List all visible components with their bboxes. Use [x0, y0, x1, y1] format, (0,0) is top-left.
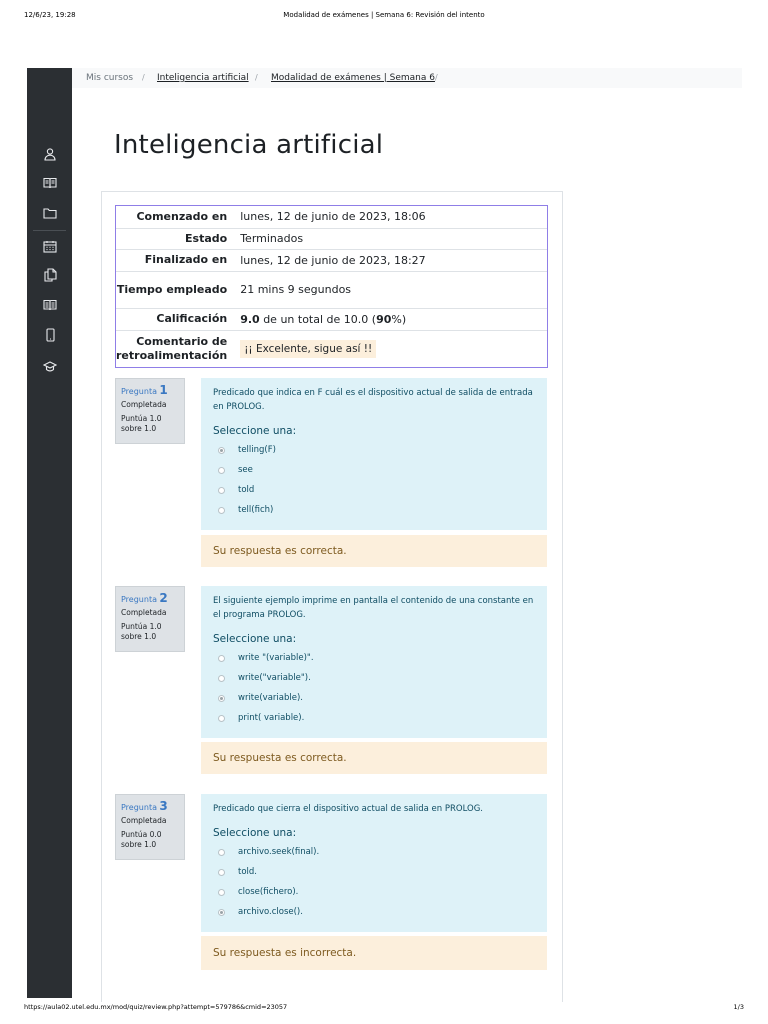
- grade-total: de un total de 10.0 (: [259, 312, 377, 326]
- left-sidebar: [27, 68, 72, 998]
- question-info-2: [115, 586, 185, 652]
- summary-value: [237, 330, 547, 367]
- radio-button[interactable]: [218, 655, 225, 662]
- breadcrumb-separator: /: [142, 73, 145, 82]
- answer-option-text: archivo.close().: [238, 907, 303, 917]
- folder-icon[interactable]: [40, 203, 60, 223]
- grade-value: 9.0: [240, 312, 260, 326]
- summary-label: Comenzado en: [136, 209, 228, 223]
- summary-value: Terminados: [237, 228, 547, 249]
- print-doc-title: Modalidad de exámenes | Semana 6: Revisión del intento: [283, 11, 485, 19]
- breadcrumb-course[interactable]: Inteligencia artificial: [157, 73, 249, 83]
- radio-button[interactable]: [218, 467, 225, 474]
- question-state: Completada: [121, 400, 167, 409]
- answer-option-text: write "(variable)".: [238, 653, 314, 663]
- question-content-2: [201, 586, 547, 738]
- summary-row-state: [116, 228, 547, 249]
- question-score: Puntúa 1.0 sobre 1.0: [121, 622, 162, 641]
- calendar-icon[interactable]: [40, 236, 60, 256]
- answer-option-text: write("variable").: [238, 673, 311, 683]
- breadcrumb-separator: /: [255, 73, 258, 82]
- breadcrumb: [72, 68, 742, 88]
- answer-option[interactable]: [213, 668, 535, 688]
- summary-value: [237, 308, 547, 330]
- select-one-label: Seleccione una:: [213, 633, 297, 645]
- question-info-1: [115, 378, 185, 444]
- radio-button[interactable]: [218, 507, 225, 514]
- print-datetime: 12/6/23, 19:28: [24, 11, 76, 19]
- radio-button-checked[interactable]: [218, 695, 225, 702]
- page-title: Inteligencia artificial: [114, 130, 384, 160]
- question-outcome-2: Su respuesta es correcta.: [201, 742, 547, 774]
- summary-label: Comentario de retroalimentación: [116, 330, 237, 367]
- radio-button[interactable]: [218, 675, 225, 682]
- summary-row-finished: [116, 249, 547, 271]
- question-label: Pregunta: [121, 803, 157, 812]
- question-outcome-1: Su respuesta es correcta.: [201, 535, 547, 567]
- summary-value: 21 mins 9 segundos: [237, 271, 547, 308]
- answer-option-text: tell(fich): [238, 505, 274, 515]
- book-open-icon[interactable]: [40, 295, 60, 315]
- question-number: 3: [159, 799, 168, 813]
- answer-option[interactable]: [213, 862, 535, 882]
- radio-button-checked[interactable]: [218, 909, 225, 916]
- answer-option[interactable]: [213, 460, 535, 480]
- radio-button[interactable]: [218, 715, 225, 722]
- question-info-3: [115, 794, 185, 860]
- copy-icon[interactable]: [40, 265, 60, 285]
- sidebar-divider: [33, 230, 66, 231]
- book-icon[interactable]: [40, 173, 60, 193]
- question-text: El siguiente ejemplo imprime en pantalla el contenido de una constante en el programa PROLOG.: [213, 596, 534, 620]
- mobile-icon[interactable]: [40, 325, 60, 345]
- answer-option-text: told: [238, 485, 255, 495]
- answer-option-text: told.: [238, 867, 257, 877]
- print-page-number: 1/3: [733, 1003, 744, 1011]
- summary-label: Finalizado en: [116, 249, 237, 271]
- radio-button-checked[interactable]: [218, 447, 225, 454]
- answer-option[interactable]: [213, 882, 535, 902]
- question-text: Predicado que cierra el dispositivo actual de salida en PROLOG.: [213, 804, 483, 814]
- question-content-3: [201, 794, 547, 932]
- select-one-label: Seleccione una:: [213, 425, 297, 437]
- question-outcome-3: Su respuesta es incorrecta.: [201, 936, 547, 970]
- answer-option[interactable]: [213, 500, 535, 520]
- question-state: Completada: [121, 608, 167, 617]
- summary-value: lunes, 12 de junio de 2023, 18:27: [237, 249, 547, 271]
- answer-option-text: print( variable).: [238, 713, 305, 723]
- answer-option-text: telling(F): [238, 445, 276, 455]
- answer-option[interactable]: [213, 648, 535, 668]
- answer-option[interactable]: [213, 708, 535, 728]
- answer-option-text: see: [238, 465, 253, 475]
- select-one-label: Seleccione una:: [213, 827, 297, 839]
- summary-row-grade: [116, 308, 547, 330]
- answer-option-text: write(variable).: [238, 693, 303, 703]
- answer-option[interactable]: [213, 902, 535, 922]
- summary-row-time: [116, 271, 547, 308]
- grade-percent: 90: [376, 312, 392, 326]
- question-score: Puntúa 1.0 sobre 1.0: [121, 414, 162, 433]
- user-graduate-icon[interactable]: [40, 144, 60, 164]
- question-state: Completada: [121, 816, 167, 825]
- question-text: Predicado que indica en F cuál es el dispositivo actual de salida de entrada en PROLOG.: [213, 388, 533, 412]
- radio-button[interactable]: [218, 869, 225, 876]
- answer-option[interactable]: [213, 480, 535, 500]
- summary-label: Tiempo empleado: [116, 271, 237, 308]
- breadcrumb-my-courses[interactable]: Mis cursos: [86, 73, 134, 83]
- summary-label: Estado: [116, 228, 237, 249]
- breadcrumb-quiz[interactable]: Modalidad de exámenes | Semana 6: [271, 73, 435, 83]
- answer-option[interactable]: [213, 440, 535, 460]
- answer-option-text: archivo.seek(final).: [238, 847, 320, 857]
- question-label: Pregunta: [121, 387, 157, 396]
- summary-value: lunes, 12 de junio de 2023, 18:06: [240, 210, 426, 224]
- question-number: 1: [159, 383, 168, 397]
- question-number: 2: [159, 591, 168, 605]
- question-score: Puntúa 0.0 sobre 1.0: [121, 830, 162, 849]
- answer-option[interactable]: [213, 688, 535, 708]
- radio-button[interactable]: [218, 849, 225, 856]
- answer-option[interactable]: [213, 842, 535, 862]
- attempt-summary-table: [115, 205, 548, 368]
- summary-row-feedback: [116, 330, 547, 367]
- mortarboard-icon[interactable]: [40, 356, 60, 376]
- radio-button[interactable]: [218, 487, 225, 494]
- question-label: Pregunta: [121, 595, 157, 604]
- summary-label: Calificación: [116, 308, 237, 330]
- radio-button[interactable]: [218, 889, 225, 896]
- breadcrumb-separator: /: [435, 73, 438, 82]
- question-content-1: [201, 378, 547, 530]
- answer-option-text: close(fichero).: [238, 887, 299, 897]
- grade-percent-end: %): [391, 312, 407, 326]
- print-url: https://aula02.utel.edu.mx/mod/quiz/review.php?attempt=579786&cmid=23057: [24, 1003, 288, 1011]
- feedback-text: ¡¡ Excelente, sigue así !!: [240, 340, 376, 358]
- summary-row-started: [116, 206, 547, 228]
